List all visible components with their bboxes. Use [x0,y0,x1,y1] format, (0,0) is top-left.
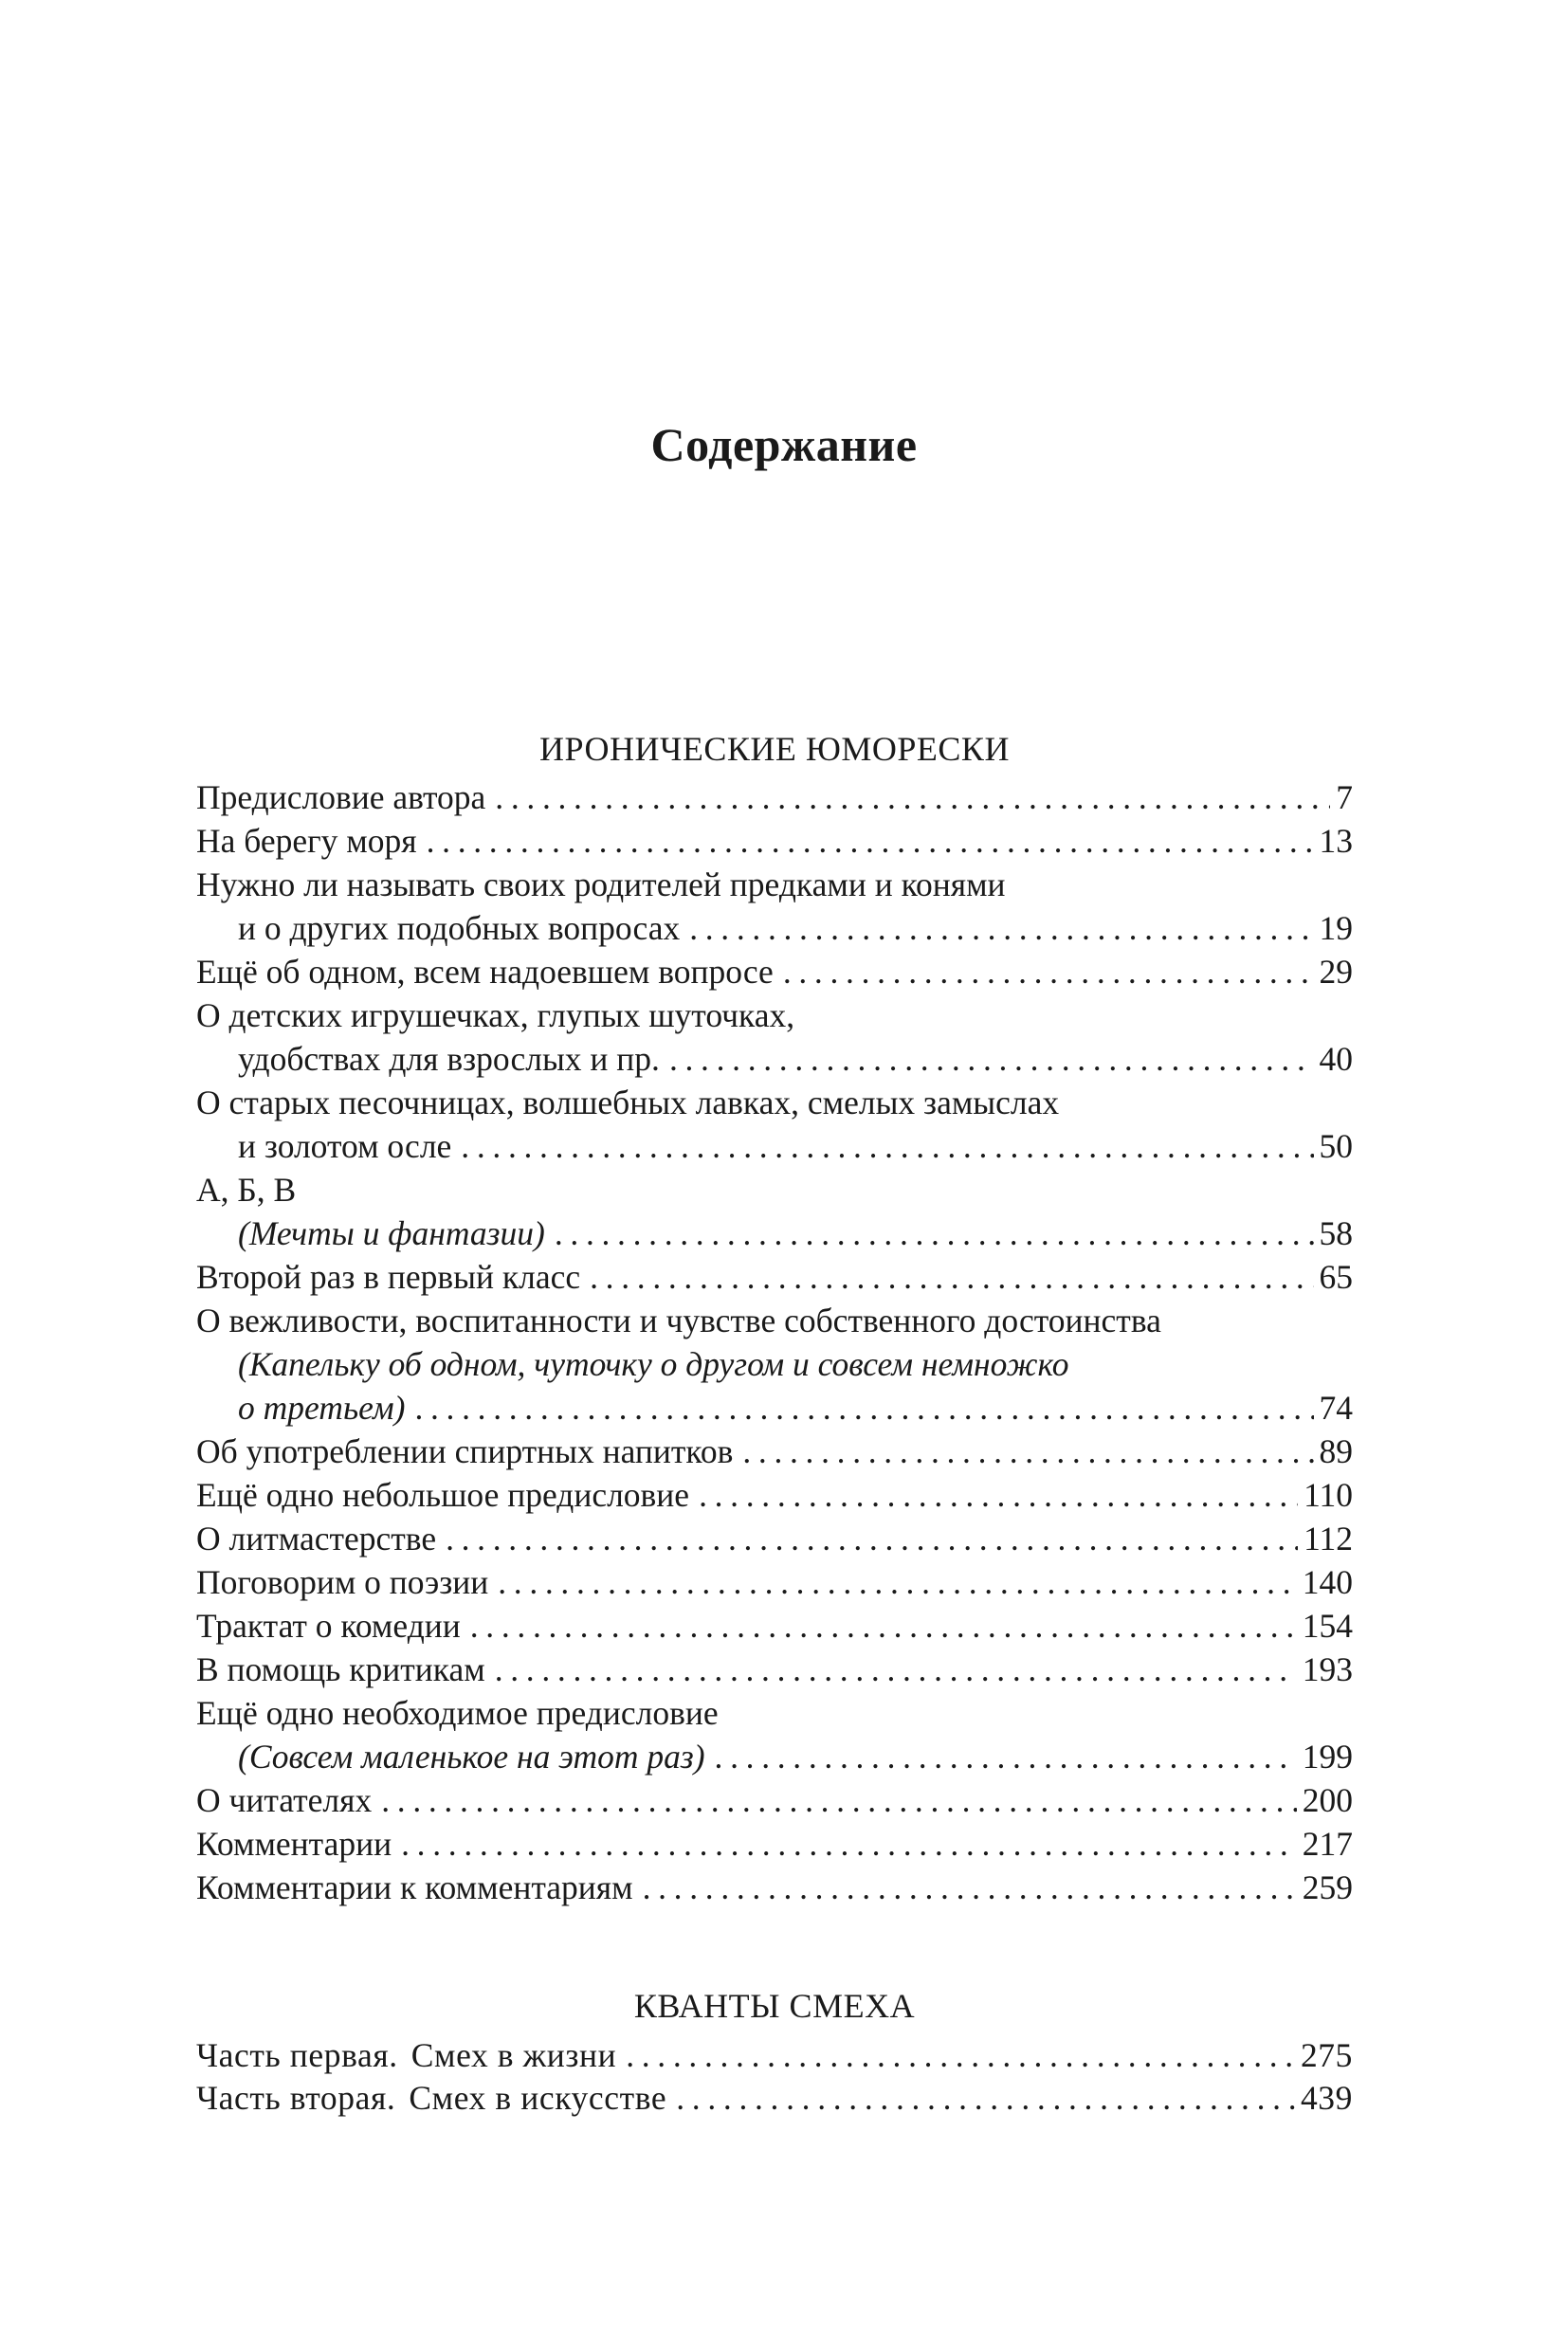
toc-entry-line [196,1691,1353,1735]
toc-entry-title [196,2077,666,2120]
toc-entry [196,2077,1353,2120]
toc-entry-title: О вежливости, воспитанности и чувстве собственного достоинства [196,1302,1161,1339]
page-number: 19 [1319,909,1353,947]
toc-entry-title [196,2034,616,2077]
toc-entry-title: Об употреблении спиртных напитков [196,1432,734,1470]
dot-leader [676,2077,1295,2120]
toc-entry-title: О старых песочницах, волшебных лавках, смелых замыслах [196,1084,1060,1121]
toc-part-label: Часть вторая. [196,2079,396,2117]
toc-entry-line [196,1342,1353,1386]
dot-leader [461,1124,1313,1168]
toc-entry-title: Комментарии к комментариям [196,1868,633,1906]
dot-leader [699,1473,1298,1517]
toc-entry [196,1211,1353,1255]
toc-entry-title: Второй раз в первый класс [196,1258,581,1296]
toc-entry [196,819,1353,863]
toc-entry-title: Предисловие автора [196,778,486,816]
section-heading: ИРОНИЧЕСКИЕ ЮМОРЕСКИ [539,730,1010,768]
dot-leader [446,1517,1298,1560]
toc-entry-title: Поговорим о поэзии [196,1563,489,1601]
toc-entry-subtitle-continued: о третьем) [238,1389,406,1427]
page-number: 193 [1302,1650,1353,1688]
toc-entry-title: Ещё одно необходимое предисловие [196,1694,719,1732]
toc-entry-title: Трактат о комедии [196,1607,461,1645]
dot-leader [669,1037,1314,1081]
page-number: 89 [1319,1432,1353,1470]
toc-entry-line [196,1081,1353,1124]
toc-entry [196,1473,1353,1517]
toc-part-name: Смех в жизни [410,2036,617,2074]
toc-entry-title: В помощь критикам [196,1650,485,1688]
page-number: 7 [1336,778,1353,816]
dot-leader [626,2034,1295,2077]
dot-leader [381,1778,1297,1822]
toc-entry-title: Ещё об одном, всем надоевшем вопросе [196,953,774,991]
toc-section-ironic-humoresques [196,722,1353,1909]
page-number: 29 [1319,953,1353,991]
toc-entry [196,1430,1353,1473]
dot-leader [783,950,1314,993]
page-number: 50 [1319,1127,1353,1165]
toc-entry-title: Комментарии [196,1825,392,1863]
toc-entry-title-continued: и о других подобных вопросах [238,909,681,947]
toc-entry [196,1386,1353,1430]
toc-entry [196,1866,1353,1909]
page-number: 40 [1319,1040,1353,1078]
page-number: 13 [1319,822,1353,860]
page-number: 275 [1300,2036,1353,2074]
toc-entry-subtitle: (Капельку об одном, чуточку о другом и совсем немножко [238,1345,1069,1383]
toc-entry-line [196,1299,1353,1342]
dot-leader [414,1386,1313,1430]
dot-leader [555,1211,1314,1255]
dot-leader [495,775,1330,819]
dot-leader [470,1604,1297,1648]
toc-entry [196,950,1353,993]
page-number: 154 [1302,1607,1353,1645]
dot-leader [495,1648,1297,1691]
page-number: 112 [1304,1520,1353,1558]
toc-entry [196,1037,1353,1081]
page-number: 65 [1319,1258,1353,1296]
toc-entry [196,775,1353,819]
dot-leader [590,1255,1313,1299]
toc-entry-subtitle: (Мечты и фантазии) [238,1214,545,1252]
page-number: 110 [1304,1476,1353,1514]
dot-leader [401,1822,1297,1866]
dot-leader [742,1430,1313,1473]
dot-leader [643,1866,1297,1909]
toc-entry-title-continued: удобствах для взрослых и пр. [238,1040,660,1078]
dot-leader [427,819,1314,863]
toc-entry-title: На берегу моря [196,822,417,860]
toc-entry [196,1255,1353,1299]
toc-entry [196,1648,1353,1691]
toc-entry-subtitle: (Совсем маленькое на этот раз) [238,1738,705,1776]
page-title: Содержание [650,418,918,471]
toc-part-label: Часть первая. [196,2036,398,2074]
toc-entry-title: Ещё одно небольшое предисловие [196,1476,690,1514]
dot-leader [689,906,1313,950]
toc-entry-title: А, Б, В [196,1171,297,1209]
toc-entry [196,1604,1353,1648]
toc-part-name: Смех в искусстве [409,2079,667,2117]
toc-entry [196,1735,1353,1778]
toc-entry [196,906,1353,950]
toc-entry [196,1560,1353,1604]
page-number: 259 [1302,1868,1353,1906]
dot-leader [498,1560,1297,1604]
toc-entry [196,1517,1353,1560]
toc-entry-title: О литмастерстве [196,1520,437,1558]
page-number: 58 [1319,1214,1353,1252]
toc-entry-title: О детских игрушечках, глупых шуточках, [196,996,795,1034]
section-heading: КВАНТЫ СМЕХА [633,1987,916,2025]
toc-section-quanta-of-laughter [196,1977,1353,2120]
dot-leader [715,1735,1297,1778]
toc-entry [196,2034,1353,2077]
page-number: 199 [1302,1738,1353,1776]
toc-entry-title: О читателях [196,1781,373,1819]
toc-entry-title: Нужно ли называть своих родителей предками и конями [196,865,1006,903]
page-number: 74 [1319,1389,1353,1427]
toc-entry-title-continued: и золотом осле [238,1127,452,1165]
toc-entry-line [196,993,1353,1037]
toc-entry-line [196,863,1353,906]
toc-entry [196,1778,1353,1822]
toc-entry-line [196,1168,1353,1211]
page-number: 217 [1302,1825,1353,1863]
page-number: 439 [1300,2079,1353,2117]
toc-entry [196,1822,1353,1866]
page-number: 140 [1302,1563,1353,1601]
toc-entry [196,1124,1353,1168]
page-number: 200 [1302,1781,1353,1819]
